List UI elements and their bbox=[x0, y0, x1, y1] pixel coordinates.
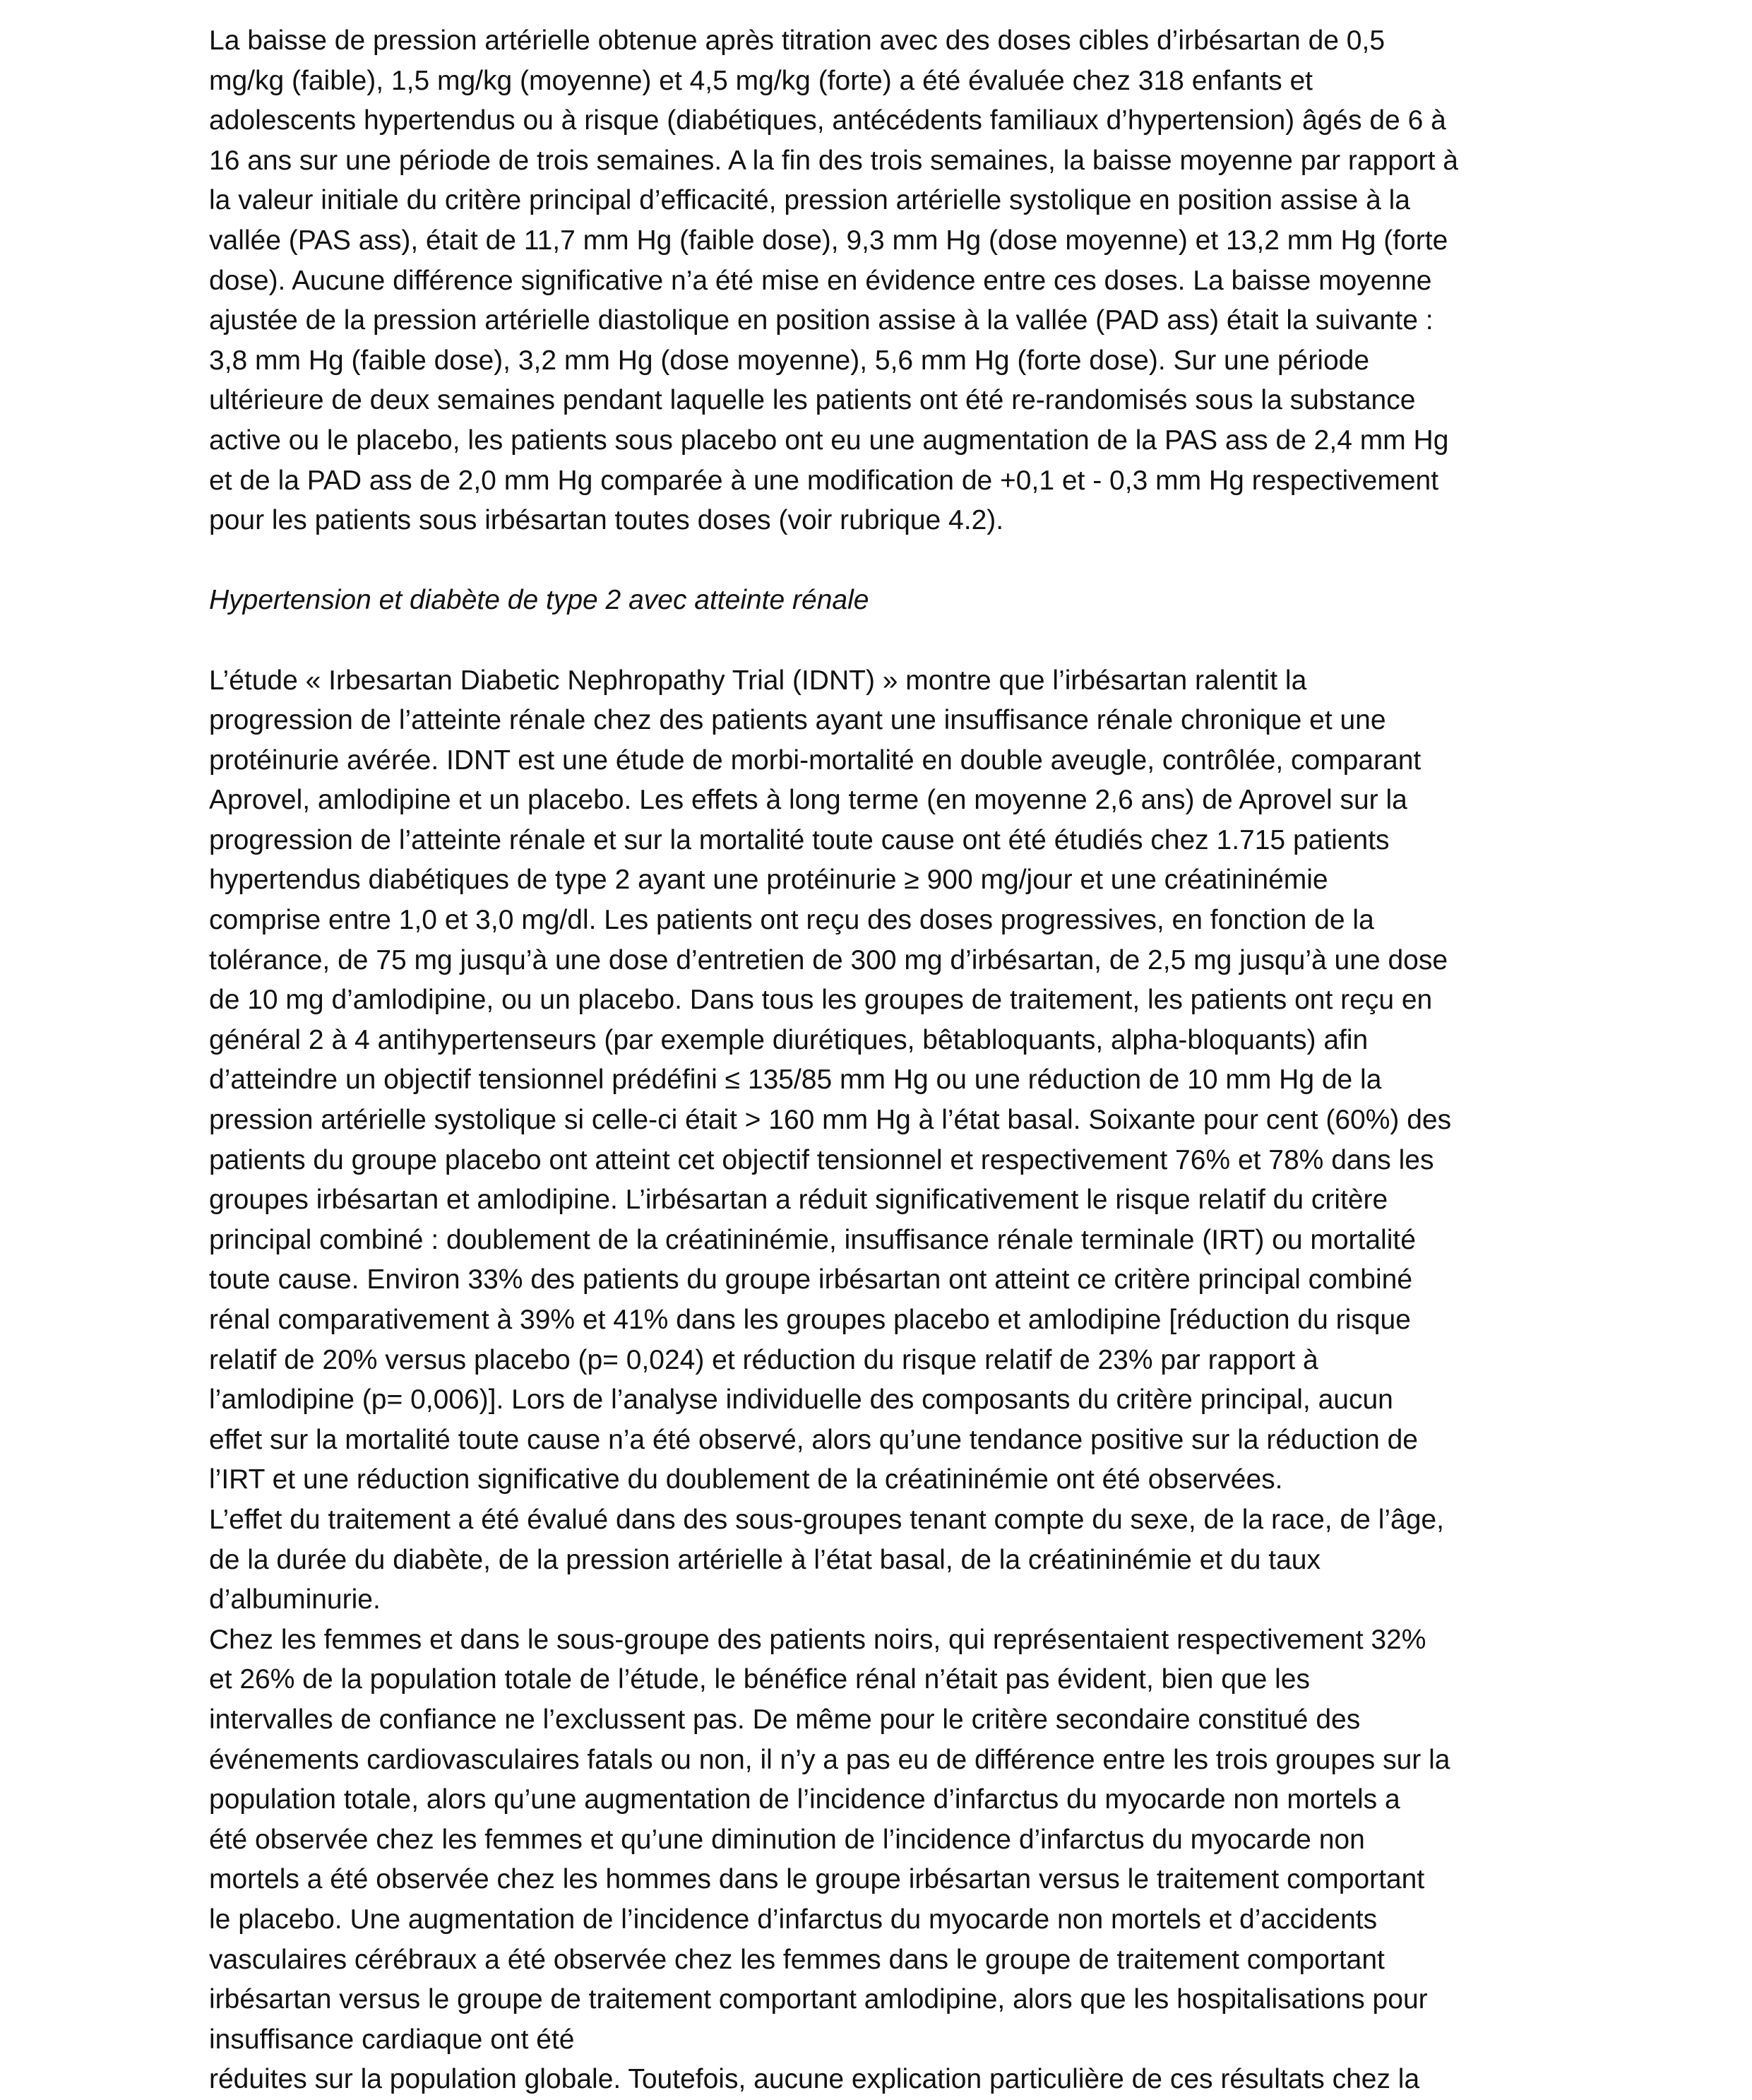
text-line: groupes irbésartan et amlodipine. L’irbésartan a réduit significativement le risque relatif du critère bbox=[209, 1185, 1388, 1216]
text-line: événements cardiovasculaires fatals ou non, il n’y a pas eu de différence entre les trois groupes sur la bbox=[209, 1744, 1450, 1775]
text-line: Aprovel, amlodipine et un placebo. Les effets à long terme (en moyenne 2,6 ans) de Aprovel sur la bbox=[209, 785, 1407, 816]
text-line: insuffisance cardiaque ont été bbox=[209, 2024, 575, 2055]
text-line: 3,8 mm Hg (faible dose), 3,2 mm Hg (dose moyenne), 5,6 mm Hg (forte dose). Sur une période bbox=[209, 345, 1370, 376]
text-line: réduites sur la population globale. Toutefois, aucune explication particulière de ces résultats chez la bbox=[209, 2064, 1420, 2095]
text-line: ultérieure de deux semaines pendant laquelle les patients ont été re-randomisés sous la substance bbox=[209, 385, 1416, 416]
text-line: et 26% de la population totale de l’étude, le bénéfice rénal n’était pas évident, bien que les bbox=[209, 1664, 1310, 1695]
document-page bbox=[209, 21, 1565, 2100]
text-line: progression de l’atteinte rénale chez des patients ayant une insuffisance rénale chronique et une bbox=[209, 705, 1386, 736]
text-line: active ou le placebo, les patients sous placebo ont eu une augmentation de la PAS ass de 2,4 mm Hg bbox=[209, 425, 1449, 456]
text-line: vallée (PAS ass), était de 11,7 mm Hg (faible dose), 9,3 mm Hg (dose moyenne) et 13,2 mm Hg (forte bbox=[209, 225, 1448, 256]
text-line: dose). Aucune différence significative n’a été mise en évidence entre ces doses. La baisse moyenne bbox=[209, 265, 1432, 296]
text-line: population totale, alors qu’une augmentation de l’incidence d’infarctus du myocarde non mortels a bbox=[209, 1784, 1400, 1815]
text-line: Chez les femmes et dans le sous-groupe des patients noirs, qui représentaient respectivement 32% bbox=[209, 1624, 1426, 1655]
text-line: hypertendus diabétiques de type 2 ayant une protéinurie ≥ 900 mg/jour et une créatininémie bbox=[209, 865, 1328, 896]
text-line: été observée chez les femmes et qu’une diminution de l’incidence d’infarctus du myocarde non bbox=[209, 1824, 1365, 1855]
text-line: relatif de 20% versus placebo (p= 0,024) et réduction du risque relatif de 23% par rapport à bbox=[209, 1344, 1318, 1375]
text-line: l’IRT et une réduction significative du doublement de la créatininémie ont été observées. bbox=[209, 1464, 1283, 1495]
text-line: de la durée du diabète, de la pression artérielle à l’état basal, de la créatininémie et du taux bbox=[209, 1544, 1321, 1575]
text-line: mortels a été observée chez les hommes dans le groupe irbésartan versus le traitement comportant bbox=[209, 1864, 1425, 1895]
text-line: l’amlodipine (p= 0,006)]. Lors de l’analyse individuelle des composants du critère principal, aucun bbox=[209, 1384, 1393, 1416]
text-line: de 10 mg d’amlodipine, ou un placebo. Dans tous les groupes de traitement, les patients ont reçu en bbox=[209, 985, 1433, 1016]
text-line: irbésartan versus le groupe de traitement comportant amlodipine, alors que les hospitalisations pour bbox=[209, 1984, 1428, 2015]
text-line: pression artérielle systolique si celle-ci était > 160 mm Hg à l’état basal. Soixante pour cent (60%) des bbox=[209, 1105, 1452, 1136]
text-line: patients du groupe placebo ont atteint cet objectif tensionnel et respectivement 76% et 78% dans les bbox=[209, 1144, 1434, 1175]
paragraph-spacer bbox=[209, 541, 1565, 581]
text-line: mg/kg (faible), 1,5 mg/kg (moyenne) et 4,5 mg/kg (forte) a été évaluée chez 318 enfants et bbox=[209, 65, 1313, 96]
section-heading: Hypertension et diabète de type 2 avec atteinte rénale bbox=[209, 585, 869, 616]
text-line: la valeur initiale du critère principal d’efficacité, pression artérielle systolique en position assise à la bbox=[209, 185, 1410, 216]
paragraph-pediatric-blood-pressure bbox=[209, 21, 1565, 541]
text-line: comprise entre 1,0 et 3,0 mg/dl. Les patients ont reçu des doses progressives, en fonction de la bbox=[209, 905, 1374, 936]
paragraph-spacer bbox=[209, 621, 1565, 661]
text-line: principal combiné : doublement de la créatininémie, insuffisance rénale terminale (IRT) ou mortalité bbox=[209, 1224, 1416, 1255]
text-line: tolérance, de 75 mg jusqu’à une dose d’entretien de 300 mg d’irbésartan, de 2,5 mg jusqu’à une dose bbox=[209, 944, 1448, 975]
text-line: 16 ans sur une période de trois semaines. A la fin des trois semaines, la baisse moyenne par rapport à bbox=[209, 145, 1458, 176]
text-line: L’étude « Irbesartan Diabetic Nephropathy Trial (IDNT) » montre que l’irbésartan ralentit la bbox=[209, 665, 1307, 696]
text-line: et de la PAD ass de 2,0 mm Hg comparée à une modification de +0,1 et - 0,3 mm Hg respectivement bbox=[209, 465, 1439, 496]
text-line: général 2 à 4 antihypertenseurs (par exemple diurétiques, bêtabloquants, alpha-bloquants) afin bbox=[209, 1024, 1369, 1055]
text-line: rénal comparativement à 39% et 41% dans les groupes placebo et amlodipine [réduction du risque bbox=[209, 1305, 1411, 1335]
text-line: le placebo. Une augmentation de l’incidence d’infarctus du myocarde non mortels et d’accidents bbox=[209, 1904, 1378, 1935]
text-line: intervalles de confiance ne l’exclussent pas. De même pour le critère secondaire constitué des bbox=[209, 1704, 1361, 1735]
text-line: L’effet du traitement a été évalué dans des sous-groupes tenant compte du sexe, de la race, de l’âge, bbox=[209, 1504, 1444, 1535]
text-line: ajustée de la pression artérielle diastolique en position assise à la vallée (PAD ass) était la suivante : bbox=[209, 305, 1434, 336]
paragraph-idnt-study bbox=[209, 661, 1565, 2100]
text-line: effet sur la mortalité toute cause n’a été observé, alors qu’une tendance positive sur la réduction de bbox=[209, 1424, 1418, 1455]
text-line: toute cause. Environ 33% des patients du groupe irbésartan ont atteint ce critère principal combiné bbox=[209, 1264, 1413, 1295]
text-line: adolescents hypertendus ou à risque (diabétiques, antécédents familiaux d’hypertension) âgés de 6 à bbox=[209, 105, 1446, 136]
text-line: progression de l’atteinte rénale et sur la mortalité toute cause ont été étudiés chez 1.715 patients bbox=[209, 824, 1390, 855]
text-line: vasculaires cérébraux a été observée chez les femmes dans le groupe de traitement comportant bbox=[209, 1944, 1385, 1975]
text-line: La baisse de pression artérielle obtenue après titration avec des doses cibles d’irbésartan de 0,5 bbox=[209, 25, 1385, 56]
text-line: d’albuminurie. bbox=[209, 1584, 381, 1615]
text-line: protéinurie avérée. IDNT est une étude de morbi-mortalité en double aveugle, contrôlée, comparant bbox=[209, 745, 1422, 776]
text-line: d’atteindre un objectif tensionnel prédéfini ≤ 135/85 mm Hg ou une réduction de 10 mm Hg de la bbox=[209, 1064, 1382, 1096]
text-line: pour les patients sous irbésartan toutes doses (voir rubrique 4.2). bbox=[209, 505, 1004, 536]
